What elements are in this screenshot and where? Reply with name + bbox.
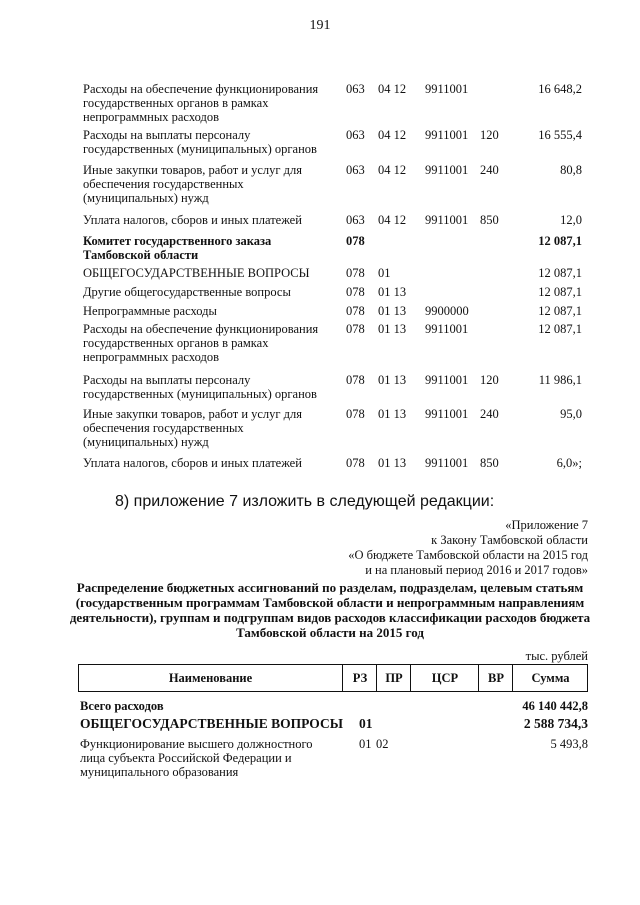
row-name: ОБЩЕГОСУДАРСТВЕННЫЕ ВОПРОСЫ — [80, 716, 343, 731]
row-target: 9911001 — [425, 163, 469, 177]
row-type: 850 — [480, 456, 499, 470]
row-type: 850 — [480, 213, 499, 227]
header-sum: Сумма — [512, 665, 588, 691]
row-amount: 12 087,1 — [538, 234, 582, 248]
row-code: 078 — [346, 285, 365, 299]
appendix-reference — [348, 518, 588, 578]
row-name: Другие общегосударственные вопросы — [83, 285, 291, 299]
amendment-text: 8) приложение 7 изложить в следующей редакции: — [115, 493, 495, 510]
row-amount: 6,0»; — [556, 456, 582, 470]
row-name: Расходы на выплаты персоналу государственных (муниципальных) органов — [83, 373, 317, 401]
row-code: 078 — [346, 304, 365, 318]
row-code: 078 — [346, 322, 365, 336]
row-amount: 16 648,2 — [538, 82, 582, 96]
row-amount: 12 087,1 — [538, 322, 582, 336]
row-name: Уплата налогов, сборов и иных платежей — [83, 213, 302, 227]
header-rz: РЗ — [342, 665, 377, 691]
units-label: тыс. рублей — [525, 649, 588, 663]
row-section: 04 12 — [378, 128, 407, 142]
row-amount: 80,8 — [560, 163, 582, 177]
row-section: 01 13 — [378, 322, 407, 336]
row-code: 063 — [346, 213, 365, 227]
row-type: 240 — [480, 407, 499, 421]
appendix-line: «Приложение 7 — [505, 518, 588, 532]
row-section: 04 12 — [378, 82, 407, 96]
row-type: 240 — [480, 163, 499, 177]
header-pr: ПР — [376, 665, 411, 691]
row-code: 078 — [346, 234, 365, 248]
row-code: 078 — [346, 456, 365, 470]
row-amount: 46 140 442,8 — [522, 699, 588, 713]
row-target: 9911001 — [425, 128, 469, 142]
row-section: 01 13 — [378, 285, 407, 299]
row-rz: 01 — [359, 716, 373, 731]
row-code: 063 — [346, 163, 365, 177]
document-title: Распределение бюджетных ассигнований по разделам, подразделам, целевым статьям (государственным программам Тамбовской области и непрограммным направлениям деятельности), группам и подгруппам видов расходов классификации расходов бюджета Тамбовской области на 2015 год — [69, 580, 591, 640]
row-amount: 5 493,8 — [550, 737, 588, 751]
row-pr: 02 — [376, 737, 389, 751]
header-csr: ЦСР — [410, 665, 479, 691]
row-type: 120 — [480, 373, 499, 387]
row-target: 9911001 — [425, 322, 469, 336]
header-vr: ВР — [478, 665, 513, 691]
row-amount: 16 555,4 — [538, 128, 582, 142]
row-section: 01 13 — [378, 407, 407, 421]
row-name: Непрограммные расходы — [83, 304, 217, 318]
row-section: 01 13 — [378, 373, 407, 387]
row-amount: 95,0 — [560, 407, 582, 421]
row-amount: 12 087,1 — [538, 304, 582, 318]
appendix-line: «О бюджете Тамбовской области на 2015 год — [348, 548, 588, 562]
row-code: 078 — [346, 407, 365, 421]
table-header — [78, 664, 588, 692]
row-target: 9911001 — [425, 213, 469, 227]
row-amount: 2 588 734,3 — [523, 716, 588, 731]
row-target: 9911001 — [425, 407, 469, 421]
row-name: Расходы на обеспечение функционирования государственных органов в рамках непрограммных расходов — [83, 82, 319, 124]
row-target: 9900000 — [425, 304, 469, 318]
row-name: Иные закупки товаров, работ и услуг для обеспечения государственных (муниципальных) нужд — [83, 163, 303, 205]
row-name: Расходы на обеспечение функционирования государственных органов в рамках непрограммных расходов — [83, 322, 319, 364]
row-amount: 12,0 — [560, 213, 582, 227]
row-code: 078 — [346, 373, 365, 387]
appendix-line: к Закону Тамбовской области — [431, 533, 588, 547]
row-name: Уплата налогов, сборов и иных платежей — [83, 456, 302, 470]
row-section: 01 13 — [378, 304, 407, 318]
row-rz: 01 — [359, 737, 372, 751]
row-section: 01 — [378, 266, 391, 280]
row-section: 01 13 — [378, 456, 407, 470]
row-name: ОБЩЕГОСУДАРСТВЕННЫЕ ВОПРОСЫ — [83, 266, 310, 280]
appendix-line: и на плановый период 2016 и 2017 годов» — [365, 563, 588, 577]
row-amount: 11 986,1 — [538, 373, 582, 387]
row-amount: 12 087,1 — [538, 266, 582, 280]
row-target: 9911001 — [425, 82, 469, 96]
header-name: Наименование — [168, 671, 253, 685]
row-name: Иные закупки товаров, работ и услуг для обеспечения государственных (муниципальных) нужд — [83, 407, 303, 449]
page-number: 191 — [309, 18, 331, 33]
row-section: 04 12 — [378, 213, 407, 227]
row-name: Всего расходов — [80, 699, 164, 713]
row-name: Комитет государственного заказа Тамбовской области — [83, 234, 272, 262]
row-code: 078 — [346, 266, 365, 280]
row-section: 04 12 — [378, 163, 407, 177]
row-code: 063 — [346, 128, 365, 142]
row-target: 9911001 — [425, 373, 469, 387]
row-name: Расходы на выплаты персоналу государственных (муниципальных) органов — [83, 128, 317, 156]
row-target: 9911001 — [425, 456, 469, 470]
row-code: 063 — [346, 82, 365, 96]
row-type: 120 — [480, 128, 499, 142]
row-name: Функционирование высшего должностного лица субъекта Российской Федерации и муниципального образования — [80, 737, 313, 779]
row-amount: 12 087,1 — [538, 285, 582, 299]
